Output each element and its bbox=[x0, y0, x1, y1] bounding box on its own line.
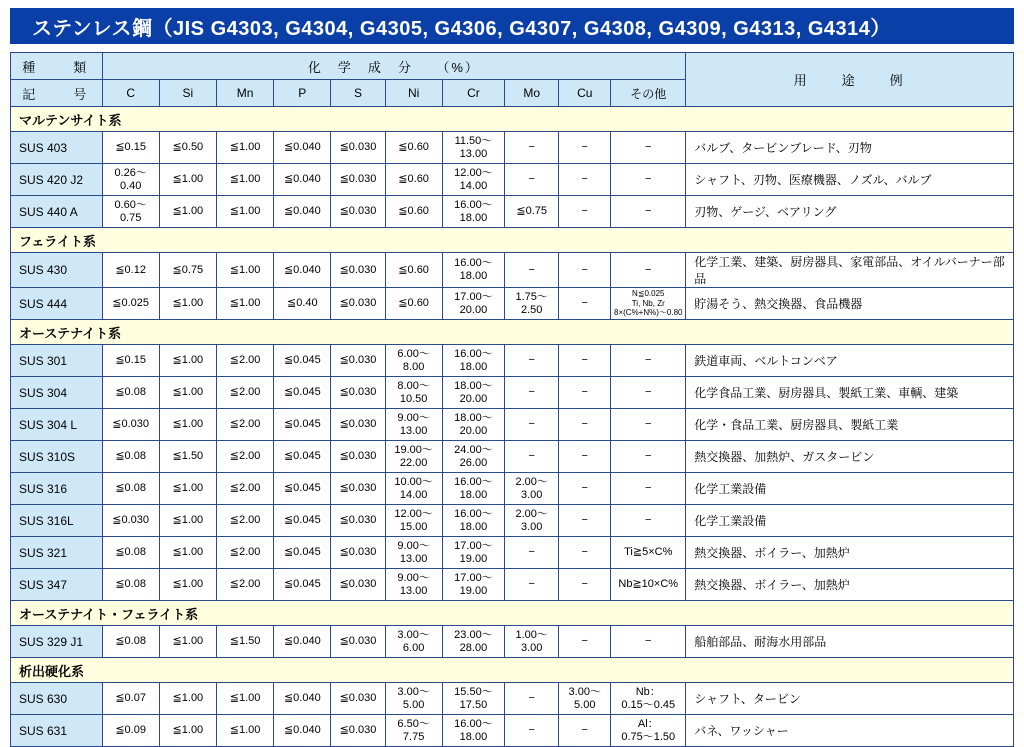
cell-cr: 16.00〜 18.00 bbox=[442, 253, 504, 288]
cell-cr: 16.00〜 18.00 bbox=[442, 715, 504, 747]
cell-mo: 2.00〜 3.00 bbox=[505, 505, 559, 537]
table-row bbox=[11, 377, 1014, 409]
cell-si: ≦1.50 bbox=[159, 441, 216, 473]
table-header-row-1 bbox=[11, 53, 1014, 80]
cell-cr: 11.50〜 13.00 bbox=[442, 132, 504, 164]
cell-ni: 10.00〜 14.00 bbox=[385, 473, 442, 505]
group-row bbox=[11, 107, 1014, 132]
header-chemical-composition: 化 学 成 分 （%） bbox=[102, 53, 686, 80]
cell-mn: ≦1.00 bbox=[216, 715, 273, 747]
row-use-example: 化学食品工業、厨房器具、製紙工業、車輌、建築 bbox=[686, 377, 1014, 409]
cell-mn: ≦1.00 bbox=[216, 132, 273, 164]
cell-ni: 9.00〜 13.00 bbox=[385, 569, 442, 601]
header-element-mn: Mn bbox=[216, 80, 273, 107]
cell-mn: ≦1.50 bbox=[216, 626, 273, 658]
cell-s: ≦0.030 bbox=[331, 441, 385, 473]
cell-mo: − bbox=[505, 253, 559, 288]
cell-si: ≦1.00 bbox=[159, 683, 216, 715]
cell-mn: ≦2.00 bbox=[216, 441, 273, 473]
row-use-example: バルブ、タービンブレード、刃物 bbox=[686, 132, 1014, 164]
row-use-example: 化学工業、建築、厨房器具、家電部品、オイルバーナー部品 bbox=[686, 253, 1014, 288]
row-use-example: 熱交換器、加熱炉、ガスタービン bbox=[686, 441, 1014, 473]
cell-ni: 6.50〜 7.75 bbox=[385, 715, 442, 747]
cell-cr: 15.50〜 17.50 bbox=[442, 683, 504, 715]
row-use-example: 熱交換器、ボイラー、加熱炉 bbox=[686, 569, 1014, 601]
table-row bbox=[11, 683, 1014, 715]
cell-ni: 19.00〜 22.00 bbox=[385, 441, 442, 473]
cell-s: ≦0.030 bbox=[331, 715, 385, 747]
cell-p: ≦0.040 bbox=[274, 132, 331, 164]
cell-その他: Ti≧5×C% bbox=[611, 537, 686, 569]
cell-mn: ≦2.00 bbox=[216, 505, 273, 537]
cell-mo: 1.00〜 3.00 bbox=[505, 626, 559, 658]
cell-ni: 9.00〜 13.00 bbox=[385, 409, 442, 441]
table-row bbox=[11, 441, 1014, 473]
cell-si: ≦1.00 bbox=[159, 537, 216, 569]
row-use-example: 化学・食品工業、厨房器具、製紙工業 bbox=[686, 409, 1014, 441]
row-use-example: 貯湯そう、熱交換器、食品機器 bbox=[686, 288, 1014, 320]
cell-ni: 6.00〜 8.00 bbox=[385, 345, 442, 377]
cell-s: ≦0.030 bbox=[331, 377, 385, 409]
cell-s: ≦0.030 bbox=[331, 505, 385, 537]
cell-c: ≦0.08 bbox=[102, 537, 159, 569]
row-symbol: SUS 316L bbox=[11, 505, 103, 537]
header-kind: 種 類 bbox=[11, 53, 103, 80]
group-row bbox=[11, 228, 1014, 253]
cell-p: ≦0.045 bbox=[274, 505, 331, 537]
row-symbol: SUS 304 bbox=[11, 377, 103, 409]
page-title-text: ステンレス鋼（JIS G4303, G4304, G4305, G4306, G4307, G4308, G4309, G4313, G4314） bbox=[32, 17, 891, 40]
row-use-example: 化学工業設備 bbox=[686, 505, 1014, 537]
cell-s: ≦0.030 bbox=[331, 537, 385, 569]
cell-si: ≦1.00 bbox=[159, 288, 216, 320]
header-element-ni: Ni bbox=[385, 80, 442, 107]
cell-mn: ≦1.00 bbox=[216, 196, 273, 228]
cell-c: ≦0.15 bbox=[102, 132, 159, 164]
cell-ni: ≦0.60 bbox=[385, 253, 442, 288]
cell-c: 0.60〜 0.75 bbox=[102, 196, 159, 228]
table-row bbox=[11, 288, 1014, 320]
cell-その他: Nb： 0.15〜0.45 bbox=[611, 683, 686, 715]
group-row bbox=[11, 320, 1014, 345]
row-symbol: SUS 301 bbox=[11, 345, 103, 377]
cell-cu: − bbox=[559, 569, 611, 601]
cell-c: ≦0.12 bbox=[102, 253, 159, 288]
cell-cr: 17.00〜 20.00 bbox=[442, 288, 504, 320]
group-row bbox=[11, 658, 1014, 683]
table-row bbox=[11, 164, 1014, 196]
cell-s: ≦0.030 bbox=[331, 569, 385, 601]
cell-その他: − bbox=[611, 626, 686, 658]
group-label: フェライト系 bbox=[11, 228, 1014, 253]
cell-mn: ≦2.00 bbox=[216, 377, 273, 409]
table-row bbox=[11, 196, 1014, 228]
cell-si: ≦1.00 bbox=[159, 409, 216, 441]
cell-ni: 9.00〜 13.00 bbox=[385, 537, 442, 569]
cell-mn: ≦1.00 bbox=[216, 253, 273, 288]
group-label: マルテンサイト系 bbox=[11, 107, 1014, 132]
cell-c: ≦0.08 bbox=[102, 377, 159, 409]
row-use-example: 熱交換器、ボイラー、加熱炉 bbox=[686, 537, 1014, 569]
cell-s: ≦0.030 bbox=[331, 253, 385, 288]
cell-si: ≦1.00 bbox=[159, 473, 216, 505]
cell-ni: ≦0.60 bbox=[385, 132, 442, 164]
row-symbol: SUS 630 bbox=[11, 683, 103, 715]
cell-p: ≦0.045 bbox=[274, 569, 331, 601]
header-symbol: 記 号 bbox=[11, 80, 103, 107]
cell-mn: ≦2.00 bbox=[216, 473, 273, 505]
cell-p: ≦0.045 bbox=[274, 377, 331, 409]
cell-cu: − bbox=[559, 253, 611, 288]
row-symbol: SUS 347 bbox=[11, 569, 103, 601]
cell-cr: 18.00〜 20.00 bbox=[442, 409, 504, 441]
cell-si: ≦0.50 bbox=[159, 132, 216, 164]
cell-c: ≦0.08 bbox=[102, 569, 159, 601]
row-symbol: SUS 304 L bbox=[11, 409, 103, 441]
row-use-example: 化学工業設備 bbox=[686, 473, 1014, 505]
cell-mo: 1.75〜 2.50 bbox=[505, 288, 559, 320]
cell-p: ≦0.045 bbox=[274, 441, 331, 473]
cell-その他: − bbox=[611, 409, 686, 441]
row-symbol: SUS 321 bbox=[11, 537, 103, 569]
cell-si: ≦1.00 bbox=[159, 164, 216, 196]
row-use-example: 刃物、ゲージ、ベアリング bbox=[686, 196, 1014, 228]
table-row bbox=[11, 505, 1014, 537]
cell-p: ≦0.045 bbox=[274, 409, 331, 441]
cell-その他: − bbox=[611, 196, 686, 228]
cell-p: ≦0.040 bbox=[274, 253, 331, 288]
row-use-example: バネ、ワッシャー bbox=[686, 715, 1014, 747]
cell-その他: − bbox=[611, 164, 686, 196]
cell-p: ≦0.040 bbox=[274, 164, 331, 196]
cell-p: ≦0.040 bbox=[274, 196, 331, 228]
cell-s: ≦0.030 bbox=[331, 626, 385, 658]
cell-mn: ≦2.00 bbox=[216, 409, 273, 441]
cell-p: ≦0.040 bbox=[274, 626, 331, 658]
cell-cr: 16.00〜 18.00 bbox=[442, 196, 504, 228]
cell-mo: − bbox=[505, 132, 559, 164]
cell-c: ≦0.15 bbox=[102, 345, 159, 377]
cell-cr: 16.00〜 18.00 bbox=[442, 473, 504, 505]
cell-mo: 2.00〜 3.00 bbox=[505, 473, 559, 505]
cell-cu: − bbox=[559, 505, 611, 537]
cell-si: ≦1.00 bbox=[159, 196, 216, 228]
cell-si: ≦1.00 bbox=[159, 377, 216, 409]
cell-p: ≦0.045 bbox=[274, 537, 331, 569]
cell-s: ≦0.030 bbox=[331, 132, 385, 164]
cell-その他: − bbox=[611, 253, 686, 288]
stainless-steel-spec-table bbox=[10, 52, 1014, 747]
row-use-example: シャフト、刃物、医療機器、ノズル、バルブ bbox=[686, 164, 1014, 196]
table-row bbox=[11, 626, 1014, 658]
cell-その他: N≦0.025 Ti, Nb, Zr 8×(C%+N%)〜0.80 bbox=[611, 288, 686, 320]
cell-ni: ≦0.60 bbox=[385, 196, 442, 228]
table-row bbox=[11, 132, 1014, 164]
header-element-c: C bbox=[102, 80, 159, 107]
row-symbol: SUS 444 bbox=[11, 288, 103, 320]
cell-si: ≦1.00 bbox=[159, 505, 216, 537]
cell-cu: − bbox=[559, 537, 611, 569]
cell-c: ≦0.08 bbox=[102, 473, 159, 505]
table-row bbox=[11, 715, 1014, 747]
cell-その他: Al： 0.75〜1.50 bbox=[611, 715, 686, 747]
cell-ni: 3.00〜 6.00 bbox=[385, 626, 442, 658]
cell-mn: ≦2.00 bbox=[216, 569, 273, 601]
table-body bbox=[11, 107, 1014, 747]
row-symbol: SUS 430 bbox=[11, 253, 103, 288]
cell-その他: − bbox=[611, 132, 686, 164]
cell-ni: ≦0.60 bbox=[385, 288, 442, 320]
cell-ni: 12.00〜 15.00 bbox=[385, 505, 442, 537]
cell-その他: − bbox=[611, 377, 686, 409]
cell-cr: 16.00〜 18.00 bbox=[442, 345, 504, 377]
cell-cu: − bbox=[559, 164, 611, 196]
cell-c: ≦0.025 bbox=[102, 288, 159, 320]
row-symbol: SUS 440 A bbox=[11, 196, 103, 228]
cell-cu: 3.00〜 5.00 bbox=[559, 683, 611, 715]
header-element-p: P bbox=[274, 80, 331, 107]
cell-cr: 18.00〜 20.00 bbox=[442, 377, 504, 409]
cell-p: ≦0.040 bbox=[274, 715, 331, 747]
cell-ni: 3.00〜 5.00 bbox=[385, 683, 442, 715]
table-row bbox=[11, 345, 1014, 377]
cell-その他: − bbox=[611, 441, 686, 473]
group-label: オーステナイト・フェライト系 bbox=[11, 601, 1014, 626]
cell-mo: − bbox=[505, 441, 559, 473]
cell-mn: ≦2.00 bbox=[216, 537, 273, 569]
cell-その他: − bbox=[611, 345, 686, 377]
cell-c: ≦0.08 bbox=[102, 626, 159, 658]
cell-mn: ≦1.00 bbox=[216, 683, 273, 715]
header-use-example: 用 途 例 bbox=[686, 53, 1014, 107]
table-row bbox=[11, 253, 1014, 288]
cell-mo: − bbox=[505, 377, 559, 409]
row-use-example: 鉄道車両、ベルトコンベア bbox=[686, 345, 1014, 377]
cell-s: ≦0.030 bbox=[331, 409, 385, 441]
cell-mn: ≦2.00 bbox=[216, 345, 273, 377]
cell-cu: − bbox=[559, 288, 611, 320]
header-element-other: その他 bbox=[611, 80, 686, 107]
cell-p: ≦0.045 bbox=[274, 345, 331, 377]
header-element-si: Si bbox=[159, 80, 216, 107]
cell-ni: ≦0.60 bbox=[385, 164, 442, 196]
row-symbol: SUS 420 J2 bbox=[11, 164, 103, 196]
cell-p: ≦0.045 bbox=[274, 473, 331, 505]
cell-si: ≦1.00 bbox=[159, 626, 216, 658]
group-row bbox=[11, 601, 1014, 626]
cell-cr: 16.00〜 18.00 bbox=[442, 505, 504, 537]
cell-mo: − bbox=[505, 569, 559, 601]
cell-cr: 24.00〜 26.00 bbox=[442, 441, 504, 473]
cell-cr: 23.00〜 28.00 bbox=[442, 626, 504, 658]
table-row bbox=[11, 569, 1014, 601]
cell-p: ≦0.040 bbox=[274, 683, 331, 715]
cell-si: ≦0.75 bbox=[159, 253, 216, 288]
table-row bbox=[11, 537, 1014, 569]
cell-mn: ≦1.00 bbox=[216, 164, 273, 196]
row-symbol: SUS 310S bbox=[11, 441, 103, 473]
cell-mo: − bbox=[505, 345, 559, 377]
cell-c: 0.26〜 0.40 bbox=[102, 164, 159, 196]
row-symbol: SUS 316 bbox=[11, 473, 103, 505]
cell-cr: 17.00〜 19.00 bbox=[442, 569, 504, 601]
cell-s: ≦0.030 bbox=[331, 345, 385, 377]
cell-s: ≦0.030 bbox=[331, 164, 385, 196]
cell-si: ≦1.00 bbox=[159, 715, 216, 747]
row-use-example: 船舶部品、耐海水用部品 bbox=[686, 626, 1014, 658]
cell-c: ≦0.08 bbox=[102, 441, 159, 473]
cell-s: ≦0.030 bbox=[331, 473, 385, 505]
cell-cr: 17.00〜 19.00 bbox=[442, 537, 504, 569]
cell-cu: − bbox=[559, 377, 611, 409]
group-label: オーステナイト系 bbox=[11, 320, 1014, 345]
header-element-mo: Mo bbox=[505, 80, 559, 107]
cell-s: ≦0.030 bbox=[331, 683, 385, 715]
cell-cu: − bbox=[559, 441, 611, 473]
cell-c: ≦0.07 bbox=[102, 683, 159, 715]
header-element-cu: Cu bbox=[559, 80, 611, 107]
cell-ni: 8.00〜 10.50 bbox=[385, 377, 442, 409]
cell-cu: − bbox=[559, 345, 611, 377]
header-element-cr: Cr bbox=[442, 80, 504, 107]
cell-cu: − bbox=[559, 715, 611, 747]
cell-その他: Nb≧10×C% bbox=[611, 569, 686, 601]
cell-mo: ≦0.75 bbox=[505, 196, 559, 228]
group-label: 析出硬化系 bbox=[11, 658, 1014, 683]
cell-mo: − bbox=[505, 164, 559, 196]
cell-si: ≦1.00 bbox=[159, 345, 216, 377]
cell-cu: − bbox=[559, 196, 611, 228]
cell-mo: − bbox=[505, 537, 559, 569]
cell-p: ≦0.40 bbox=[274, 288, 331, 320]
cell-c: ≦0.09 bbox=[102, 715, 159, 747]
table-header bbox=[11, 53, 1014, 107]
cell-c: ≦0.030 bbox=[102, 505, 159, 537]
row-symbol: SUS 329 J1 bbox=[11, 626, 103, 658]
cell-mo: − bbox=[505, 715, 559, 747]
cell-c: ≦0.030 bbox=[102, 409, 159, 441]
cell-s: ≦0.030 bbox=[331, 196, 385, 228]
table-row bbox=[11, 409, 1014, 441]
header-element-s: S bbox=[331, 80, 385, 107]
cell-cu: − bbox=[559, 473, 611, 505]
cell-cu: − bbox=[559, 132, 611, 164]
cell-mo: − bbox=[505, 409, 559, 441]
page-title bbox=[10, 8, 1014, 44]
table-row bbox=[11, 473, 1014, 505]
cell-cu: − bbox=[559, 626, 611, 658]
cell-その他: − bbox=[611, 505, 686, 537]
cell-その他: − bbox=[611, 473, 686, 505]
row-use-example: シャフト、タービン bbox=[686, 683, 1014, 715]
cell-s: ≦0.030 bbox=[331, 288, 385, 320]
cell-cu: − bbox=[559, 409, 611, 441]
cell-mo: − bbox=[505, 683, 559, 715]
row-symbol: SUS 631 bbox=[11, 715, 103, 747]
cell-mn: ≦1.00 bbox=[216, 288, 273, 320]
cell-cr: 12.00〜 14.00 bbox=[442, 164, 504, 196]
cell-si: ≦1.00 bbox=[159, 569, 216, 601]
row-symbol: SUS 403 bbox=[11, 132, 103, 164]
